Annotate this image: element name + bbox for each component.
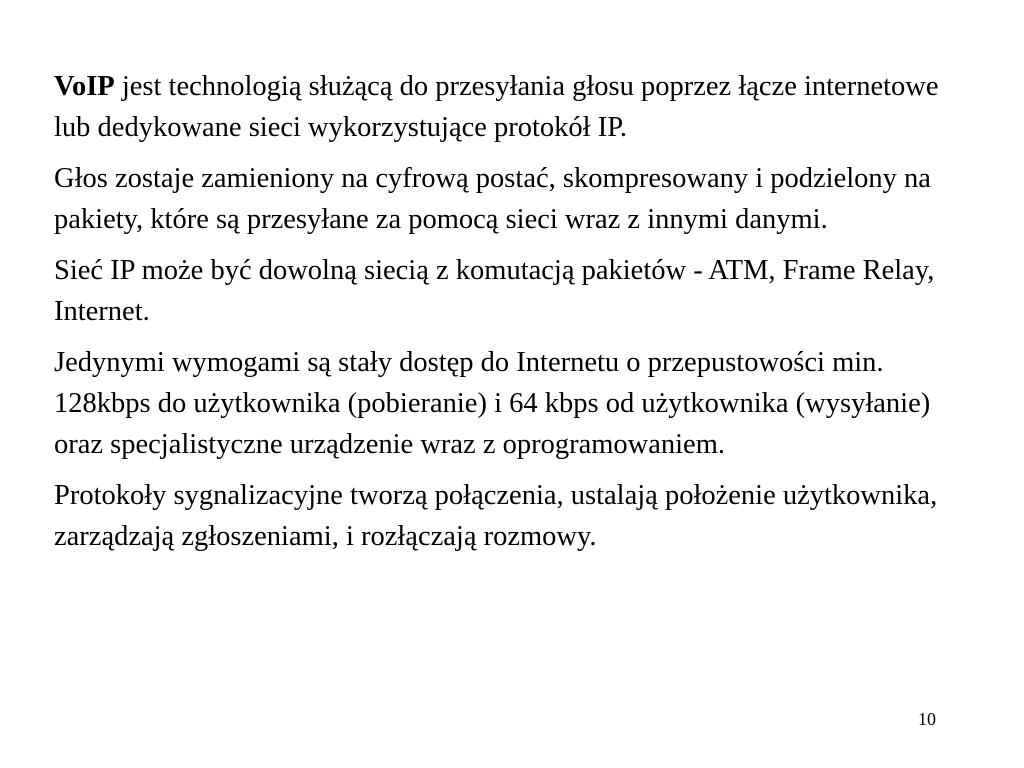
paragraph-text: Protokoły sygnalizacyjne tworzą połączenia, ustalają położenie użytkownika, zarządzają zgłoszeniami, i rozłączają rozmowy.	[54, 480, 938, 552]
paragraph-text: Głos zostaje zamieniony na cyfrową postać, skompresowany i podzielony na pakiety, które są przesyłane za pomocą sieci wraz z innymi danymi.	[54, 163, 931, 235]
paragraph-voip-definition	[54, 66, 974, 148]
slide-body	[54, 66, 974, 567]
term-voip: VoIP	[54, 71, 115, 102]
paragraph-voice-digitization	[54, 158, 974, 240]
paragraph-signaling-protocols	[54, 475, 974, 557]
page-number: 10	[918, 709, 936, 729]
paragraph-text: Sieć IP może być dowolną siecią z komutacją pakietów - ATM, Frame Relay, Internet.	[54, 255, 935, 327]
paragraph-ip-network	[54, 250, 974, 332]
paragraph-text: jest technologią służącą do przesyłania głosu poprzez łącze internetowe lub dedykowane sieci wykorzystujące protokół IP.	[54, 71, 939, 143]
paragraph-requirements	[54, 342, 974, 465]
paragraph-text: Jedynymi wymogami są stały dostęp do Internetu o przepustowości min. 128kbps do użytkownika (pobieranie) i 64 kbps od użytkownika (wysyłanie) oraz specjalistyczne urządzenie wraz z oprogramowaniem.	[54, 347, 931, 460]
